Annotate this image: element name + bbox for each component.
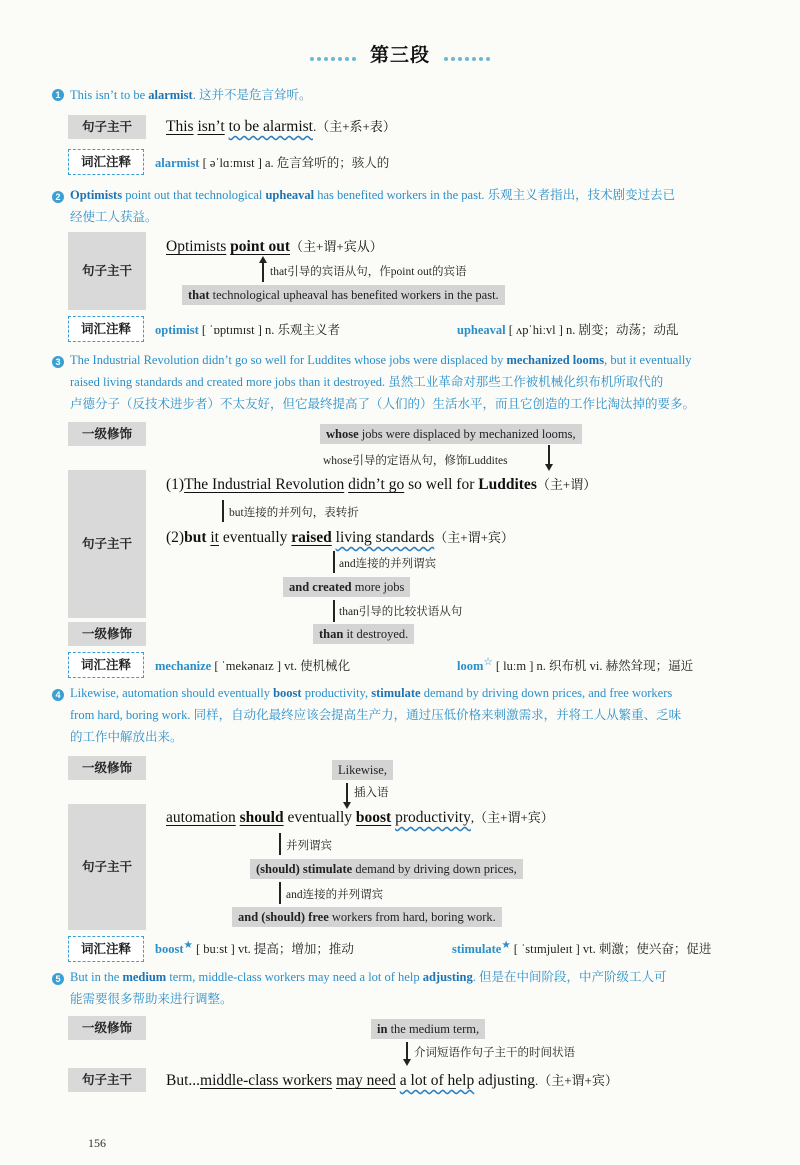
sentence-number: 4 — [52, 689, 64, 701]
arrow-up — [262, 262, 264, 282]
modifier-clause: than it destroyed. — [313, 625, 414, 643]
sub-clause: and created more jobs — [283, 578, 410, 596]
grammar-note: 并列谓宾 — [286, 840, 332, 852]
main-clause: But...middle-class workers may need a lot of help adjusting.（主+谓+宾） — [166, 1072, 618, 1089]
vocab-entry: alarmist [ əˈlɑːmɪst ] a. 危言耸听的；骇人的 — [155, 156, 390, 170]
label-main: 句子主干 — [68, 470, 146, 618]
label-vocab: 词汇注释 — [68, 149, 144, 175]
vocab-entry: stimulate★ [ ˈstɪmjuleɪt ] vt. 刺激；使兴奋；促进 — [452, 940, 712, 957]
connector-line — [222, 500, 224, 522]
decorative-dots-left — [309, 48, 358, 66]
sentence-text: But in the medium term, middle-class workers may need a lot of help adjusting. 但是在中间阶段，中产阶级工人可 能需要很多帮助来进行调整。 — [70, 970, 667, 1006]
sentence-number: 5 — [52, 973, 64, 985]
sentence-number: 2 — [52, 191, 64, 203]
modifier-clause: in the medium term, — [371, 1020, 485, 1038]
vocab-entry: boost★ [ buːst ] vt. 提高；增加；推动 — [155, 940, 354, 957]
grammar-note: whose引导的定语从句，修饰Luddites — [323, 455, 508, 467]
page-number: 156 — [88, 1136, 106, 1150]
label-modifier: 一级修饰 — [68, 756, 146, 780]
sub-clause: (should) stimulate demand by driving down prices, — [250, 860, 523, 878]
modifier-clause: whose jobs were displaced by mechanized looms, — [320, 425, 582, 443]
arrow-down — [406, 1042, 408, 1060]
vocab-entry: mechanize [ ˈmekənaɪz ] vt. 使机械化 — [155, 659, 351, 673]
sentence-number: 1 — [52, 89, 64, 101]
label-main: 句子主干 — [68, 232, 146, 310]
label-main: 句子主干 — [68, 804, 146, 930]
label-main: 句子主干 — [68, 115, 146, 139]
label-modifier: 一级修饰 — [68, 422, 146, 446]
connector-line — [333, 551, 335, 573]
modifier-clause: Likewise, — [332, 761, 393, 779]
main-clause-1: (1)The Industrial Revolution didn’t go so well for Luddites（主+谓） — [166, 476, 597, 493]
connector-line — [279, 882, 281, 904]
arrow-down — [548, 445, 550, 465]
grammar-note: 插入语 — [354, 787, 389, 799]
sentence-number: 3 — [52, 356, 64, 368]
sub-clause: that technological upheaval has benefited workers in the past. — [182, 286, 505, 304]
sentence-text: The Industrial Revolution didn’t go so well for Luddites whose jobs were displaced by mechanized looms, but it eventually raised living standards and created more jobs than it destroyed. 虽然工业革命对那些工作被机械化织布机所取代的 卢德分子（反技术进步者）不太友好，但它最终提高了（人们的）生活水平，而且它创造的工作比淘汰掉的要多。 — [70, 353, 696, 411]
sentence-text: Optimists point out that technological upheaval has benefited workers in the past. 乐观主义者指出，技术剧变过去已 经使工人获益。 — [70, 188, 676, 224]
section-title-bar — [0, 40, 800, 67]
label-vocab: 词汇注释 — [68, 316, 144, 342]
decorative-dots-right — [442, 48, 491, 66]
grammar-note: than引导的比较状语从句 — [339, 606, 463, 618]
main-clause: This isn’t to be alarmist.（主+系+表） — [166, 118, 396, 135]
main-clause-2: (2)but it eventually raised living standards（主+谓+宾） — [166, 529, 514, 546]
grammar-note: and连接的并列谓宾 — [286, 889, 384, 901]
label-main: 句子主干 — [68, 1068, 146, 1092]
arrow-down — [346, 783, 348, 803]
section-title: 第三段 — [369, 45, 430, 66]
vocab-entry: optimist [ ˈɒptɪmɪst ] n. 乐观主义者 — [155, 323, 341, 337]
grammar-note: that引导的宾语从句，作point out的宾语 — [270, 266, 467, 278]
grammar-note: but连接的并列句，表转折 — [229, 507, 359, 519]
sentence-text: This isn’t to be alarmist. 这并不是危言耸听。 — [70, 88, 312, 102]
grammar-note: 介词短语作句子主干的时间状语 — [414, 1047, 575, 1059]
label-modifier: 一级修饰 — [68, 622, 146, 646]
label-vocab: 词汇注释 — [68, 936, 144, 962]
main-clause: Optimists point out（主+谓+宾从） — [166, 238, 383, 255]
vocab-entry: upheaval [ ʌpˈhiːvl ] n. 剧变；动荡；动乱 — [457, 323, 679, 337]
connector-line — [279, 833, 281, 855]
vocab-entry: loom☆ [ luːm ] n. 织布机 vi. 赫然耸现；逼近 — [457, 657, 694, 674]
grammar-note: and连接的并列谓宾 — [339, 558, 437, 570]
label-modifier: 一级修饰 — [68, 1016, 146, 1040]
label-vocab: 词汇注释 — [68, 652, 144, 678]
sentence-text: Likewise, automation should eventually boost productivity, stimulate demand by driving down prices, and free workers from hard, boring work. 同样，自动化最终应该会提高生产力，通过压低价格来刺激需求，并将工人从繁重、乏味 的工作中解放出来。 — [70, 686, 682, 744]
sub-clause: and (should) free workers from hard, boring work. — [232, 908, 502, 926]
connector-line — [333, 600, 335, 622]
main-clause: automation should eventually boost productivity,（主+谓+宾） — [166, 809, 554, 826]
